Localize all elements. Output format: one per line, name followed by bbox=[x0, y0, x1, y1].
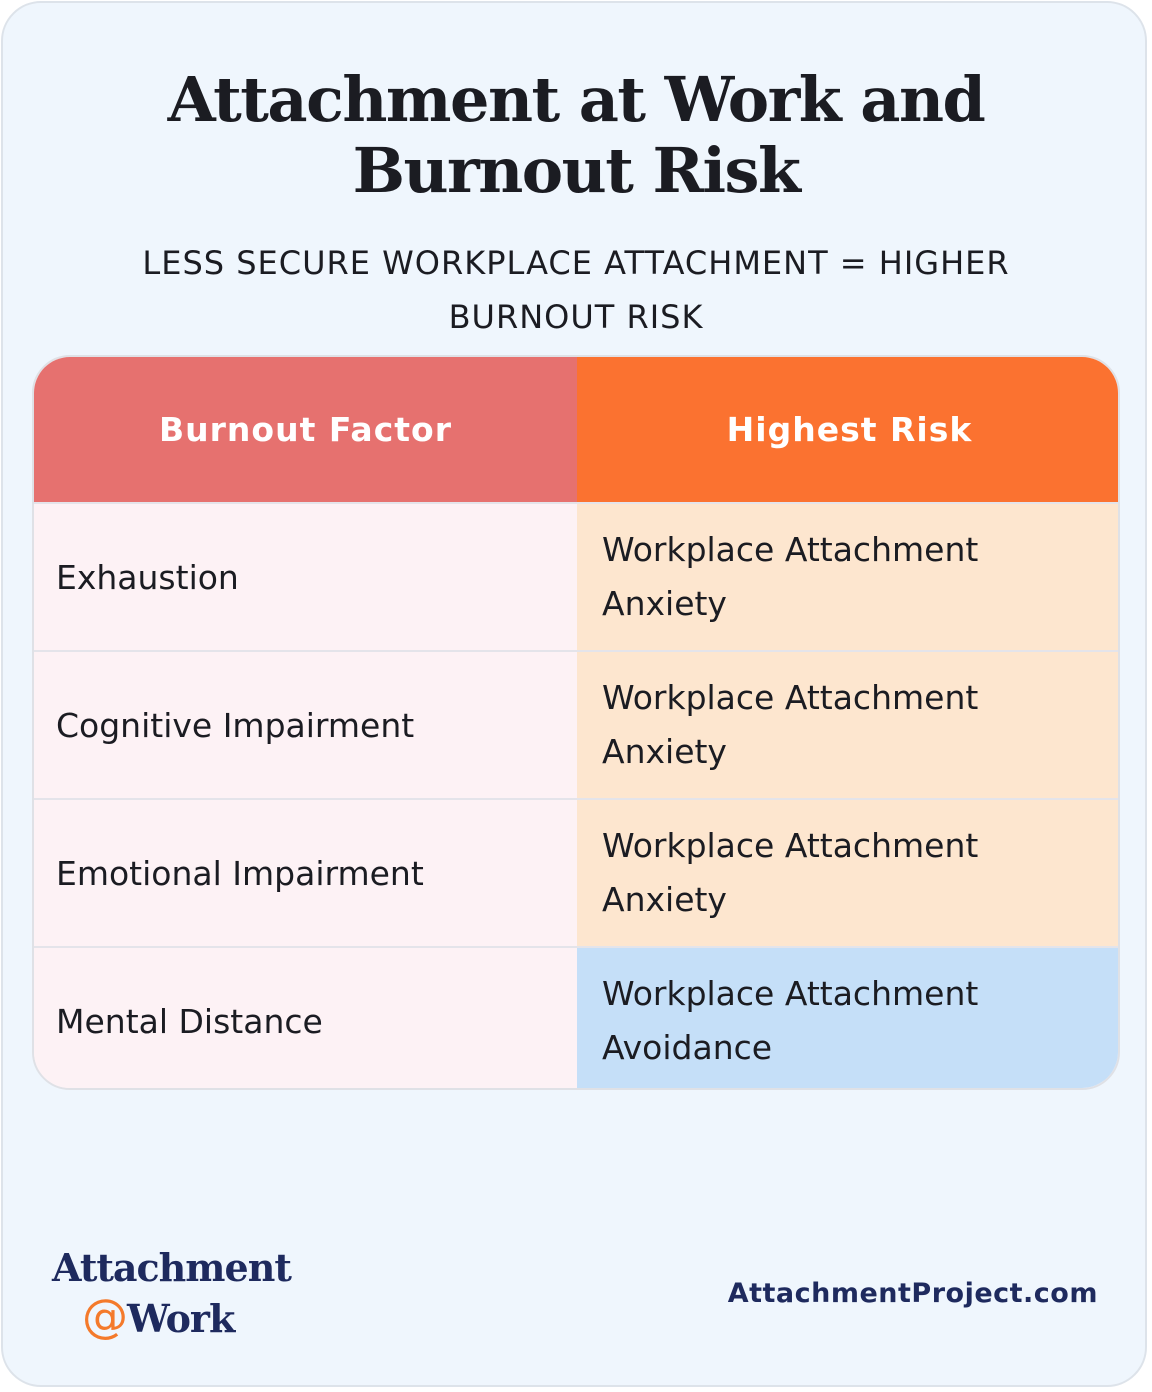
risk-cell: Workplace Attachment Anxiety bbox=[577, 504, 1120, 650]
website-link[interactable]: AttachmentProject.com bbox=[727, 1278, 1098, 1309]
at-symbol-icon: @ bbox=[82, 1289, 127, 1343]
subtitle-line-2: BURNOUT RISK bbox=[448, 298, 704, 336]
factor-cell: Exhaustion bbox=[34, 504, 577, 650]
burnout-risk-table bbox=[32, 355, 1120, 1090]
risk-cell: Workplace Attachment Anxiety bbox=[577, 652, 1120, 798]
header-highest-risk: Highest Risk bbox=[577, 357, 1120, 502]
header-burnout-factor: Burnout Factor bbox=[34, 357, 577, 502]
factor-cell: Emotional Impairment bbox=[34, 800, 577, 946]
table-row bbox=[34, 502, 1120, 650]
logo-line-2: @Work bbox=[82, 1289, 235, 1343]
title-line-1: Attachment at Work and bbox=[167, 63, 985, 136]
table-row bbox=[34, 946, 1120, 1090]
logo-line-1: Attachment bbox=[52, 1245, 291, 1290]
subtitle-line-1: LESS SECURE WORKPLACE ATTACHMENT = HIGHER bbox=[142, 244, 1010, 282]
title-line-2: Burnout Risk bbox=[352, 134, 800, 207]
table-row bbox=[34, 650, 1120, 798]
risk-cell: Workplace Attachment Avoidance bbox=[577, 948, 1120, 1090]
attachment-at-work-logo bbox=[52, 1244, 291, 1343]
subtitle bbox=[96, 236, 1056, 344]
page-title bbox=[0, 64, 1152, 206]
risk-cell: Workplace Attachment Anxiety bbox=[577, 800, 1120, 946]
factor-cell: Mental Distance bbox=[34, 948, 577, 1090]
table-row bbox=[34, 798, 1120, 946]
factor-cell: Cognitive Impairment bbox=[34, 652, 577, 798]
table-header-row bbox=[34, 357, 1120, 502]
